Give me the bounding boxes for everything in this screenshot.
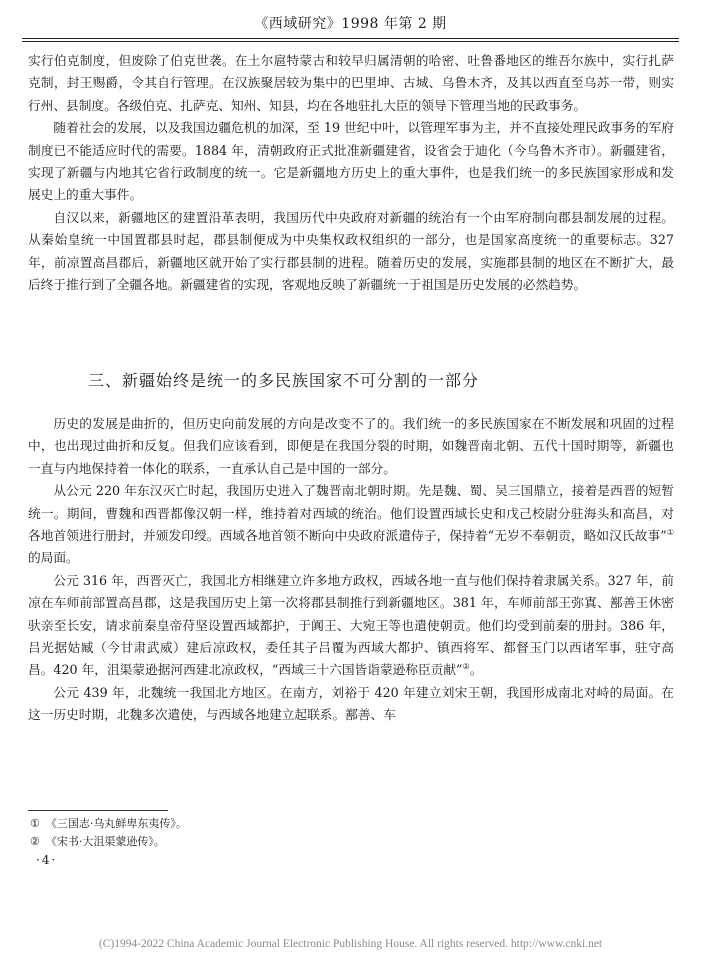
paragraph xyxy=(28,480,674,570)
footnote-rule xyxy=(28,810,168,811)
copyright-notice: (C)1994-2022 China Academic Journal Electronic Publishing House. All rights reserved. http://www.cnki.net xyxy=(98,938,603,950)
paragraph-text: 公元 439 年，北魏统一我国北方地区。在南方，刘裕于 420 年建立刘宋王朝，我国形成南北对峙的局面。在这一历史时期，北魏多次遣使，与西域各地建立起联系。鄯善、车 xyxy=(28,684,674,723)
footnote-mark: ② xyxy=(30,835,40,848)
footnote-mark: ① xyxy=(30,817,40,830)
paragraph-text: 。 xyxy=(469,662,483,678)
footnote-reference[interactable]: ② xyxy=(462,662,470,672)
top-text-block xyxy=(28,50,674,296)
paragraph-text: 公元 316 年，西晋灭亡，我国北方相继建立许多地方政权，西域各地一直与他们保持着隶属关系。327 年，前凉在车师前部置高昌郡，这是我国历史上第一次将郡县制推行到新疆地区。381 年，车师前部王弥寘、鄯善王休密驮亲至长安，请求前秦皇帝苻坚设置西域都护，于阗王、大宛王等也遣使朝贡。他们均受到前秦的册封。386 年，吕光据姑臧（今甘肃武威）建后凉政权，委任其子吕覆为西域大都护、镇西将军、都督玉门以西诸军事，驻守高昌。420 年，沮渠蒙逊据河西建北凉政权，“西域三十六国皆诣蒙逊称臣贡献” xyxy=(28,572,674,678)
footnotes xyxy=(30,815,187,851)
paragraph-text: 从公元 220 年东汉灭亡时起，我国历史进入了魏晋南北朝时期。先是魏、蜀、吴三国鼎立，接着是西晋的短暂统一。期间，曹魏和西晋都像汉朝一样，维持着对西域的统治。他们设置西域长史和戊己校尉分驻海头和高昌，对各地首领进行册封，并颁发印绶。西域各地首领不断向中央政府派遣侍子，保持着“无岁不奉朝贡，略如汉氏故事” xyxy=(28,483,674,544)
running-header: 《西域研究》1998 年第 2 期 xyxy=(254,16,447,32)
paragraph xyxy=(28,682,674,727)
paragraph xyxy=(28,570,674,682)
footnote-text: 《三国志·乌丸鲜卑东夷传》。 xyxy=(45,817,187,830)
page-number: ·4· xyxy=(36,853,58,867)
footnote xyxy=(30,833,187,851)
paragraph-text: 的局面。 xyxy=(28,550,79,566)
bottom-text-block xyxy=(28,413,674,727)
footnote-text: 《宋书·大沮渠蒙逊传》。 xyxy=(45,835,165,848)
paragraph: 实行伯克制度，但废除了伯克世袭。在土尔扈特蒙古和较早归属清朝的哈密、吐鲁番地区的维吾尔族中，实行扎萨克制，封王赐爵，令其自行管理。在汉族聚居较为集中的巴里坤、古城、乌鲁木齐，及其以西直至乌苏一带，则实行州、县制度。各级伯克、扎萨克、知州、知县，均在各地驻扎大臣的领导下管理当地的民政事务。 xyxy=(28,53,674,113)
paragraph: 自汉以来，新疆地区的建置沿革表明，我国历代中央政府对新疆的统治有一个由军府制向郡县制发展的过程。从秦始皇统一中国置郡县时起，郡县制便成为中央集权政权组织的一部分，也是国家高度统一的重要标志。327 年，前凉置高昌郡后，新疆地区就开始了实行郡县制的进程。随着历史的发展，实施郡县制的地区在不断扩大，最后终于推行到了全疆各地。新疆建省的实现，客观地反映了新疆统一于祖国是历史发展的必然趋势。 xyxy=(28,209,674,293)
paragraph-text: 历史的发展是曲折的，但历史向前发展的方向是改变不了的。我们统一的多民族国家在不断发展和巩固的过程中，也出现过曲折和反复。但我们应该看到，即便是在我国分裂的时期，如魏晋南北朝、五代十国时期等，新疆也一直与内地保持着一体化的联系，一直承认自己是中国的一部分。 xyxy=(28,416,674,476)
paragraph: 随着社会的发展，以及我国边疆危机的加深，至 19 世纪中叶，以管理军事为主，并不直接处理民政事务的军府制度已不能适应时代的需要。1884 年，清朝政府正式批准新疆建省，设省会于迪化（今乌鲁木齐市）。新疆建省，实现了新疆与内地其它省行政制度的统一。它是新疆地方历史上的重大事件，也是我们统一的多民族国家形成和发展史上的重大事件。 xyxy=(28,120,674,203)
header-rule xyxy=(22,38,679,42)
footnote xyxy=(30,815,187,833)
paragraph xyxy=(28,413,674,480)
footnote-reference[interactable]: ① xyxy=(666,528,674,538)
section-heading: 三、新疆始终是统一的多民族国家不可分割的一部分 xyxy=(88,371,480,390)
